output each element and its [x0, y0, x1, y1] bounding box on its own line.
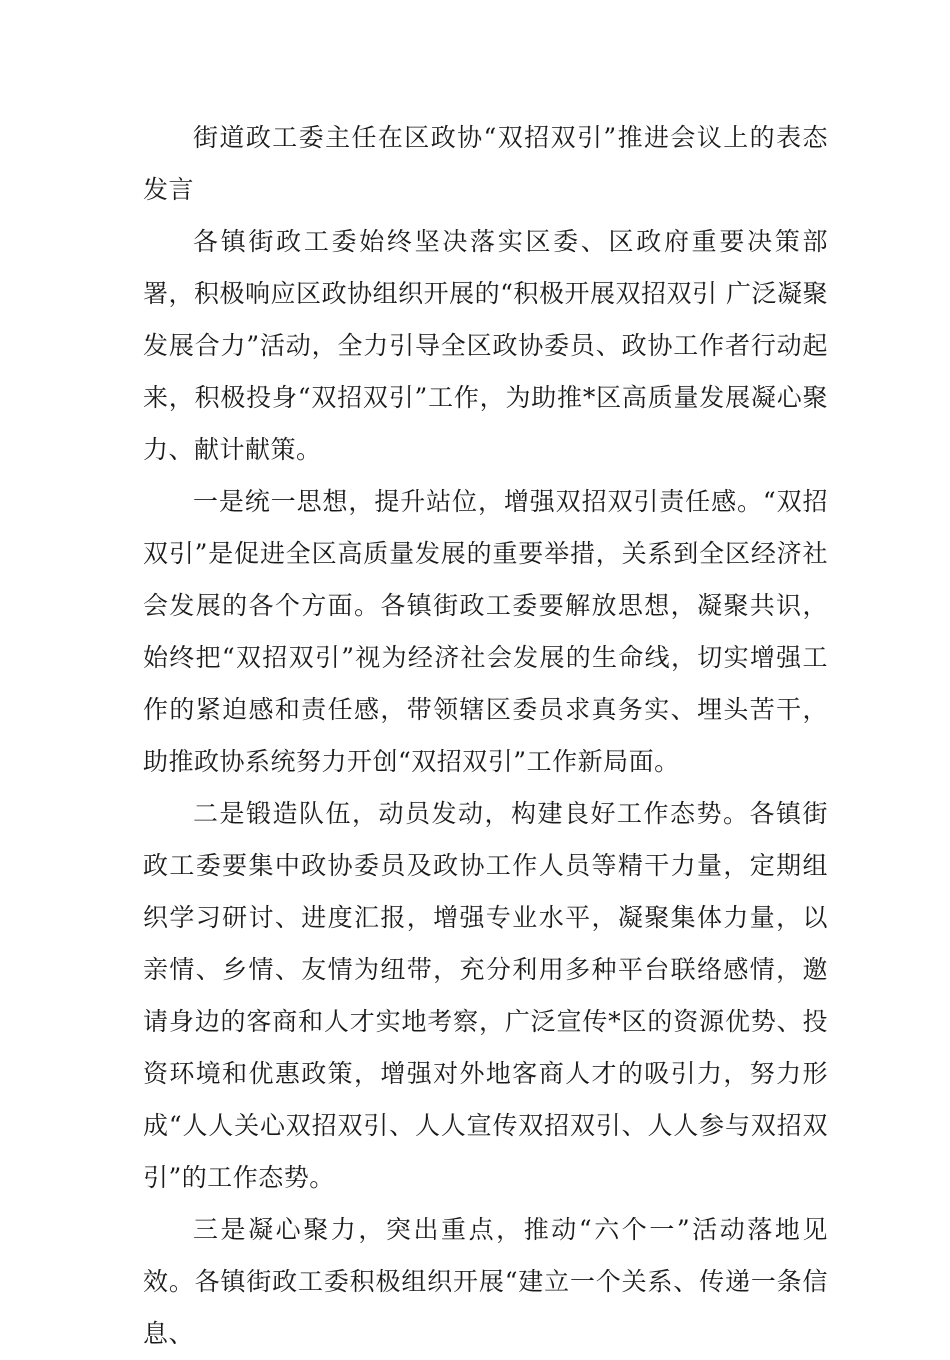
paragraph-intro: 各镇街政工委始终坚决落实区委、区政府重要决策部署，积极响应区政协组织开展的“积极开展双招双引 广泛凝聚发展合力”活动，全力引导全区政协委员、政协工作者行动起来，积极投身“双招双引”工作，为助推*区高质量发展凝心聚力、献计献策。 — [143, 227, 828, 464]
document-body — [143, 112, 828, 1360]
paragraph-point-two: 二是锻造队伍，动员发动，构建良好工作态势。各镇街政工委要集中政协委员及政协工作人员等精干力量，定期组织学习研讨、进度汇报，增强专业水平，凝聚集体力量，以亲情、乡情、友情为纽带，充分利用多种平台联络感情，邀请身边的客商和人才实地考察，广泛宣传*区的资源优势、投资环境和优惠政策，增强对外地客商人才的吸引力，努力形成“人人关心双招双引、人人宣传双招双引、人人参与双招双引”的工作态势。 — [143, 799, 828, 1192]
paragraph-point-three: 三是凝心聚力，突出重点，推动“六个一”活动落地见效。各镇街政工委积极组织开展“建立一个关系、传递一条信息、 — [143, 1215, 828, 1348]
paragraph-point-one: 一是统一思想，提升站位，增强双招双引责任感。“双招双引”是促进全区高质量发展的重要举措，关系到全区经济社会发展的各个方面。各镇街政工委要解放思想，凝聚共识，始终把“双招双引”视为经济社会发展的生命线，切实增强工作的紧迫感和责任感，带领辖区委员求真务实、埋头苦干，助推政协系统努力开创“双招双引”工作新局面。 — [143, 487, 828, 776]
document-title: 街道政工委主任在区政协“双招双引”推进会议上的表态发言 — [143, 123, 828, 204]
